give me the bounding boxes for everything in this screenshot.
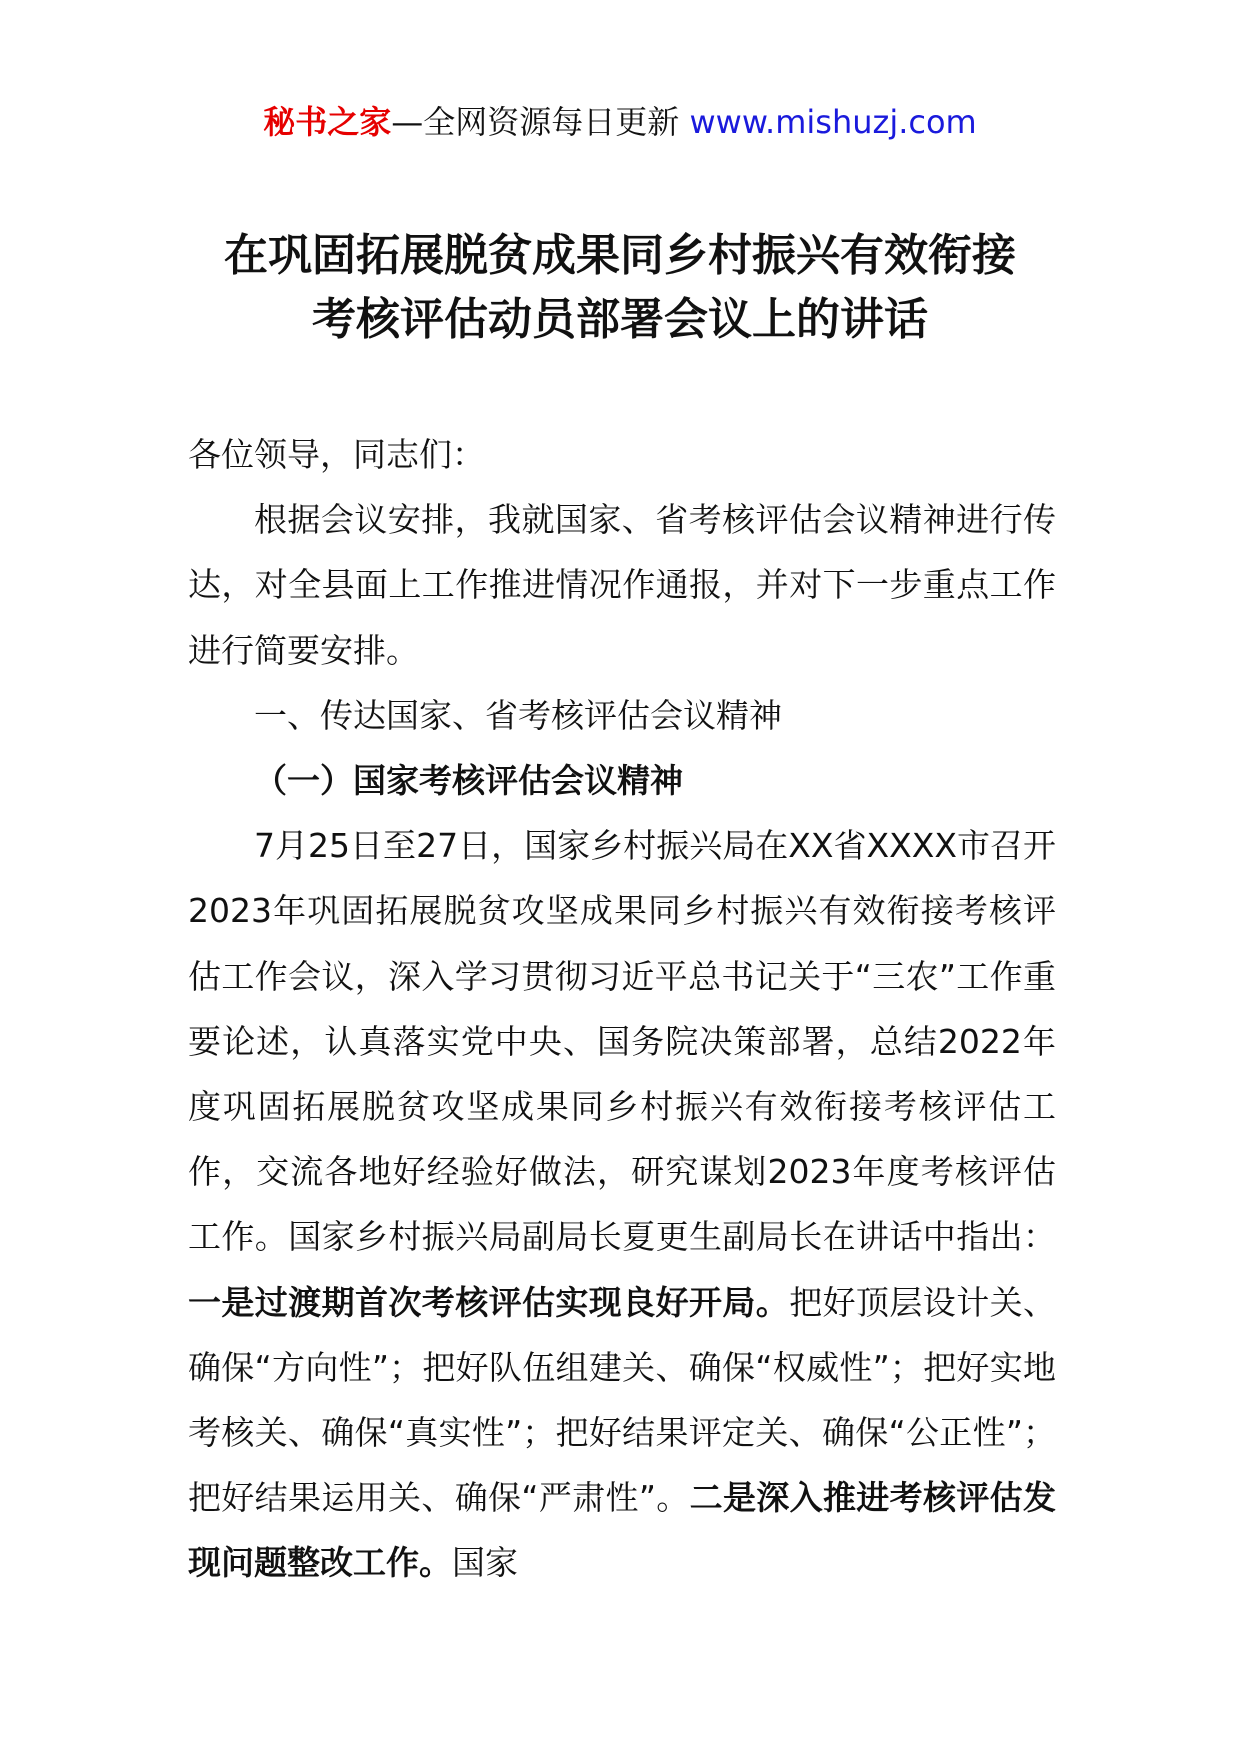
document-title (0, 224, 1240, 352)
subsection-heading: （一）国家考核评估会议精神 (254, 761, 683, 801)
site-url-link[interactable]: www.mishuzj.com (689, 103, 977, 141)
intro-paragraph: 根据会议安排，我就国家、省考核评估会议精神进行传达，对全县面上工作推进情况作通报，并对下一步重点工作进行简要安排。 (188, 500, 1056, 670)
salutation: 各位领导，同志们： (188, 435, 485, 474)
body-paragraph (188, 813, 1056, 1595)
emphasis-point-1: 一是过渡期首次考核评估实现良好开局。 (188, 1282, 790, 1322)
brand-name: 秘书之家 (263, 103, 392, 141)
document-body (188, 422, 1056, 1596)
header-tagline: —全网资源每日更新 (391, 103, 690, 141)
title-line-2: 考核评估动员部署会议上的讲话 (312, 294, 928, 345)
section-heading: 一、传达国家、省考核评估会议精神 (254, 695, 782, 735)
paragraph-text: 把好顶层设计关、确保“方向性”；把好队伍组建关、确保“权威性”；把好实地考核关、确保“真实性”；把好结果评定关、确保“公正性”；把好结果运用关、确保“严肃性”。 (188, 1282, 1057, 1518)
title-line-1: 在巩固拓展脱贫成果同乡村振兴有效衔接 (224, 230, 1016, 281)
site-header (0, 100, 1240, 144)
paragraph-text: 国家 (452, 1543, 518, 1583)
emphasis-point-2: 二是深入推进考核评估发现问题整改工作。 (188, 1478, 1056, 1583)
paragraph-text: 7月25日至27日，国家乡村振兴局在XX省XXXX市召开2023年巩固拓展脱贫攻坚成果同乡村振兴有效衔接考核评估工作会议，深入学习贯彻习近平总书记关于“三农”工作重要论述，认真落实党中央、国务院决策部署，总结2022年度巩固拓展脱贫攻坚成果同乡村振兴有效衔接考核评估工作，交流各地好经验好做法，研究谋划2023年度考核评估工作。国家乡村振兴局副局长夏更生副局长在讲话中指出： (188, 826, 1056, 1257)
